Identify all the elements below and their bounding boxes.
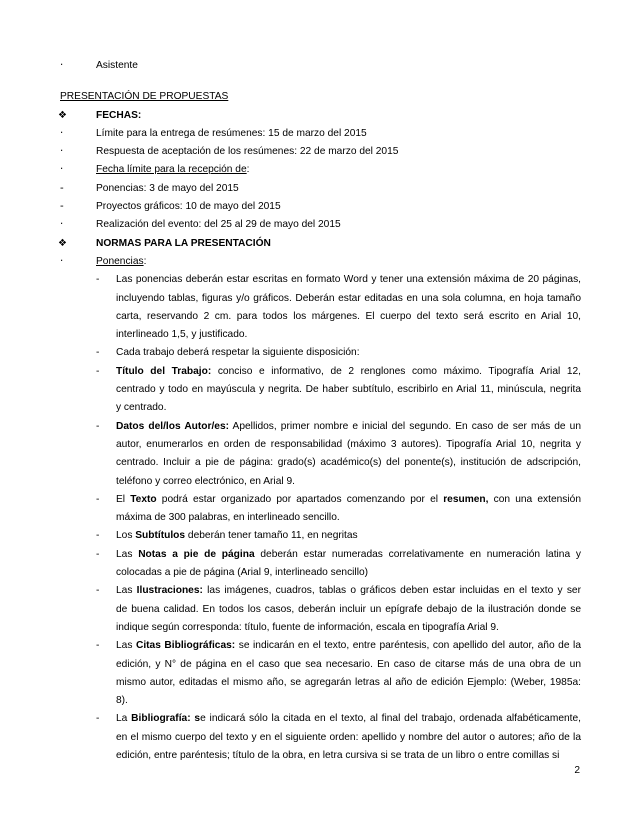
text-segment: interlineado 1,5, y justificado. (116, 329, 248, 341)
text-segment: deberán estar numeradas correlativamente en numeración latina y (254, 548, 581, 560)
text-segment: centrado y todo en mayúscula y negrita. De haber subtítulo, escribirlo en Arial 11, minúscula, negrita (116, 384, 581, 396)
list-item (0, 57, 581, 75)
text-segment: centrado. Incluir a pie de página: grado(s) académico(s) del ponente(s), institución de adscripción, (116, 457, 581, 469)
text-segment: La (116, 713, 132, 725)
list-marker: - (96, 640, 100, 652)
text-segment: Respuesta de aceptación de los resúmenes: 22 de marzo del 2015 (96, 146, 399, 158)
list-item-continuation-line (0, 729, 581, 747)
text-segment: Asistente (96, 60, 138, 71)
list-item-continuation-line (0, 290, 581, 308)
bold-text: Subtítulos (135, 530, 186, 542)
text-segment: las imágenes, cuadros, tablas o gráficos deben estar incluidas en el texto y ser (202, 585, 581, 597)
list-item (0, 710, 581, 728)
list-marker: - (96, 585, 100, 597)
diamond-bullet-icon: ❖ (58, 237, 67, 249)
list-item (0, 198, 581, 216)
text-segment: conciso e informativo, de 2 renglones como máximo. Tipografía Arial 12, (211, 365, 581, 377)
list-item (0, 344, 581, 362)
text-segment: máxima de 300 palabras, en interlineado sencillo. (116, 512, 340, 524)
list-marker: - (96, 365, 100, 377)
list-marker: - (96, 548, 100, 560)
text-segment: se indicarán en el texto, entre paréntesis, con apellido del autor, año de la (235, 640, 581, 652)
list-marker: - (96, 420, 100, 432)
text-segment: deberán tener tamaño 11, en negritas (185, 530, 358, 542)
list-marker: · (60, 127, 64, 139)
list-item (0, 180, 581, 198)
list-marker: - (96, 530, 100, 542)
text-segment: indique según corresponda: título, fuente de información, escala en tipografía Arial 9. (116, 621, 499, 633)
list-item-continuation-line (0, 619, 581, 637)
list-item-continuation-line (0, 381, 581, 399)
list-item-continuation-line (0, 436, 581, 454)
text-segment: : (143, 255, 147, 267)
text-segment: Límite para la entrega de resúmenes: 15 de marzo del 2015 (96, 127, 367, 139)
list-item-continuation-line (0, 399, 581, 417)
list-item-continuation-line (0, 308, 581, 326)
diamond-bullet-icon: ❖ (58, 109, 67, 121)
bold-text: Notas a pie de página (138, 548, 255, 560)
list-marker: · (60, 60, 64, 71)
list-item-continuation-line (0, 454, 581, 472)
list-item-continuation-line (0, 473, 581, 491)
text-segment: Las (116, 548, 139, 560)
list-item-continuation-line (0, 601, 581, 619)
bold-text: NORMAS PARA LA PRESENTACIÓN (96, 237, 271, 249)
text-segment: Apellidos, primer nombre e inicial del segundo. En caso de ser más de un (229, 420, 581, 432)
list-marker: · (60, 255, 64, 267)
underlined-text: PRESENTACIÓN DE PROPUESTAS (60, 91, 229, 103)
text-segment: con una extensión (488, 493, 581, 505)
underlined-text: Ponencias (96, 255, 144, 267)
text-segment: Realización del evento: del 25 al 29 de mayo del 2015 (96, 219, 341, 231)
list-marker: - (96, 347, 100, 359)
list-item (0, 637, 581, 655)
list-item-continuation-line (0, 674, 581, 692)
text-segment: edición, y N° de página en el caso que sea necesario. En caso de citarse más de una obra de un (116, 658, 581, 670)
text-segment: Proyectos gráficos: 10 de mayo del 2015 (96, 201, 281, 213)
text-segment: autor, enumerarlos en orden de responsabilidad (máximo 3 autores). Tipografía Arial 10, negrita y (116, 438, 581, 450)
bold-text: Ilustraciones: (136, 585, 203, 597)
list-item (0, 418, 581, 436)
list-item-continuation-line (0, 747, 581, 765)
list-item (0, 363, 581, 381)
text-segment: podrá estar organizado por apartados comenzando por el (156, 493, 444, 505)
text-segment: edición, entre paréntesis; título de la obra, en letra cursiva si se trata de un libro o entre comillas si (116, 749, 560, 761)
text-segment: mismo autor, editadas el mismo año, se agregarán letras al año de edición Ejemplo: (Weber, 1985a: (116, 676, 581, 688)
text-segment: Cada trabajo deberá respetar la siguiente disposición: (116, 347, 360, 359)
list-item-continuation-line (0, 564, 581, 582)
text-segment: : (246, 164, 250, 176)
list-marker: · (60, 164, 64, 176)
list-item (0, 216, 581, 234)
bold-text: Bibliografía: s (131, 713, 201, 725)
list-item (0, 235, 581, 253)
list-item-continuation-line (0, 692, 581, 710)
text-segment: y centrado. (116, 402, 167, 414)
underlined-text: Fecha límite para la recepción de (96, 164, 247, 176)
list-marker: · (60, 146, 64, 158)
list-marker: - (96, 713, 100, 725)
list-item (0, 491, 581, 509)
text-segment: e indicará sólo la citada en el texto, al final del trabajo, ordenada alfabéticamente, (200, 713, 581, 725)
list-item-continuation-line (0, 509, 581, 527)
text-segment: 8). (116, 695, 128, 707)
bold-text: Datos del/los Autor/es: (116, 420, 230, 432)
list-item (0, 161, 581, 179)
list-marker: - (60, 201, 64, 213)
list-item (0, 253, 581, 271)
bold-text: Citas Bibliográficas: (135, 640, 236, 652)
text-segment: Las ponencias deberán estar escritas en formato Word y tener una extensión máxima de 20 páginas, (116, 274, 581, 286)
list-marker: - (96, 274, 100, 286)
section-heading (0, 88, 581, 106)
text-segment: Las (116, 640, 136, 652)
list-item (0, 107, 581, 125)
text-segment: Ponencias: 3 de mayo del 2015 (96, 182, 239, 194)
text-segment: Las (116, 585, 137, 597)
bold-text: Texto (130, 493, 157, 505)
text-segment: El (116, 493, 131, 505)
text-segment: colocadas a pie de página (Arial 9, interlineado sencillo) (116, 567, 369, 579)
bold-text: resumen, (443, 493, 489, 505)
text-segment: teléfono y correo electrónico, en Arial 9. (116, 475, 295, 487)
list-item (0, 271, 581, 289)
page-number: 2 (574, 765, 580, 776)
document-body (0, 57, 638, 765)
text-segment: carta, reservando 2 cm. para todos los márgenes. El cuerpo del texto será escrito en Arial 10, (116, 310, 581, 322)
text-segment: en el mismo cuerpo del texto y en el siguiente orden: apellido y nombre del autor o autores; año de la (116, 731, 581, 743)
list-item-continuation-line (0, 656, 581, 674)
list-marker: · (60, 219, 64, 231)
bold-text: FECHAS: (96, 109, 142, 121)
text-segment: de buena calidad. En todos los casos, deberán incluir un epígrafe debajo de la ilustración donde se (116, 603, 581, 615)
list-item (0, 527, 581, 545)
list-marker: - (96, 493, 100, 505)
list-item (0, 143, 581, 161)
list-item (0, 125, 581, 143)
list-item (0, 582, 581, 600)
text-segment: Los (116, 530, 136, 542)
list-item-continuation-line (0, 326, 581, 344)
list-marker: - (60, 182, 64, 194)
text-segment: incluyendo tablas, figuras y/o gráficos. Deberán estar editadas en una sola columna, en hoja tamaño (116, 292, 581, 304)
list-item (0, 546, 581, 564)
bold-text: Título del Trabajo: (116, 365, 212, 377)
